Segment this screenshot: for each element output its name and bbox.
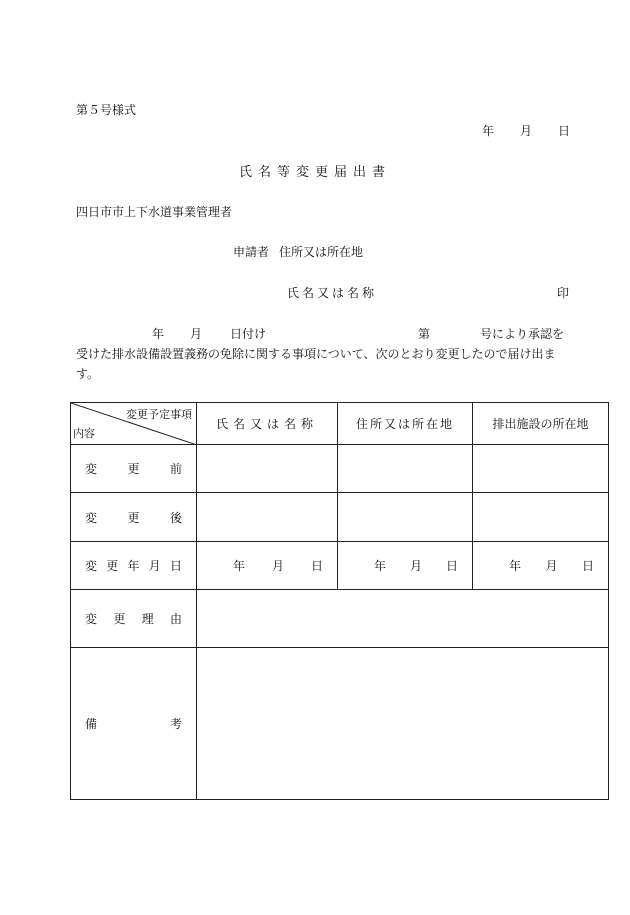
date-facility-cell[interactable] bbox=[473, 542, 609, 590]
corner-bottom-label: 内容 bbox=[73, 427, 95, 440]
date-year: 年 bbox=[482, 124, 495, 138]
c1: 変 bbox=[85, 510, 98, 525]
label-change-date bbox=[71, 542, 197, 590]
body-number-prefix: 第 bbox=[418, 327, 431, 341]
c4: 月 bbox=[148, 559, 161, 573]
applicant-address-line bbox=[233, 243, 363, 260]
reason-cell[interactable] bbox=[197, 590, 609, 648]
c2: 更 bbox=[106, 559, 119, 573]
c1: 備 bbox=[85, 717, 98, 731]
m: 月 bbox=[271, 559, 284, 573]
row-after bbox=[71, 493, 609, 542]
change-table bbox=[70, 402, 609, 800]
body-line1-end: 号により承認を bbox=[480, 327, 565, 341]
body-date-suffix: 日付け bbox=[230, 327, 267, 341]
c1: 変 bbox=[85, 612, 98, 626]
body-paragraph bbox=[76, 324, 576, 384]
date-address-cell[interactable] bbox=[338, 542, 473, 590]
row-change-date bbox=[71, 542, 609, 590]
date-day: 日 bbox=[558, 124, 571, 138]
body-line-1 bbox=[76, 324, 576, 344]
row-before bbox=[71, 445, 609, 493]
date-month: 月 bbox=[520, 124, 533, 138]
c3: 理 bbox=[141, 612, 154, 626]
c2: 更 bbox=[127, 462, 140, 476]
y: 年 bbox=[509, 559, 522, 573]
corner-top-label: 変更予定事項 bbox=[126, 408, 192, 421]
m: 月 bbox=[409, 559, 422, 573]
c4: 由 bbox=[169, 612, 182, 626]
header-facility bbox=[473, 403, 609, 445]
remarks-cell[interactable] bbox=[197, 648, 609, 800]
m: 月 bbox=[545, 559, 558, 573]
applicant-label: 申請者 bbox=[233, 245, 270, 259]
seal-mark: 印 bbox=[557, 286, 570, 300]
c5: 日 bbox=[169, 559, 182, 573]
header-row bbox=[71, 403, 609, 445]
row-remarks bbox=[71, 648, 609, 800]
address-label: 住所又は所在地 bbox=[279, 245, 364, 259]
after-address-cell[interactable] bbox=[338, 493, 473, 542]
label-remarks bbox=[71, 648, 197, 800]
c2: 更 bbox=[127, 510, 140, 525]
c3: 年 bbox=[127, 559, 140, 573]
body-year: 年 bbox=[152, 327, 165, 341]
y: 年 bbox=[374, 559, 387, 573]
header-address-text: 住所又は所在地 bbox=[355, 417, 454, 431]
c1: 変 bbox=[85, 559, 98, 573]
header-name-text: 氏名又は名称 bbox=[215, 417, 318, 431]
d: 日 bbox=[581, 559, 594, 573]
c1: 変 bbox=[85, 462, 98, 476]
header-facility-text: 排出施設の所在地 bbox=[492, 417, 589, 431]
d: 日 bbox=[445, 559, 458, 573]
addressee: 四日市市上下水道事業管理者 bbox=[76, 205, 233, 219]
form-number: 第５号様式 bbox=[76, 103, 137, 117]
before-facility-cell[interactable] bbox=[473, 445, 609, 493]
label-reason bbox=[71, 590, 197, 648]
row-reason bbox=[71, 590, 609, 648]
y: 年 bbox=[233, 559, 246, 573]
c3: 前 bbox=[169, 462, 182, 476]
body-month: 月 bbox=[190, 327, 203, 341]
submission-date bbox=[482, 122, 570, 139]
corner-cell bbox=[71, 403, 197, 445]
c3: 後 bbox=[169, 510, 182, 525]
after-name-cell[interactable] bbox=[197, 493, 338, 542]
c2: 更 bbox=[113, 612, 126, 626]
label-after bbox=[71, 493, 197, 542]
header-name bbox=[197, 403, 338, 445]
before-address-cell[interactable] bbox=[338, 445, 473, 493]
d: 日 bbox=[310, 559, 323, 573]
body-rest: 受けた排水設備設置義務の免除に関する事項について、次のとおり変更したので届け出ます。 bbox=[76, 347, 556, 381]
date-name-cell[interactable] bbox=[197, 542, 338, 590]
after-facility-cell[interactable] bbox=[473, 493, 609, 542]
document-title: 氏名等変更届出書 bbox=[238, 165, 391, 180]
label-before bbox=[71, 445, 197, 493]
applicant-name-label: 氏名又は名称 bbox=[287, 286, 378, 300]
c2: 考 bbox=[169, 717, 182, 731]
header-address bbox=[338, 403, 473, 445]
before-name-cell[interactable] bbox=[197, 445, 338, 493]
